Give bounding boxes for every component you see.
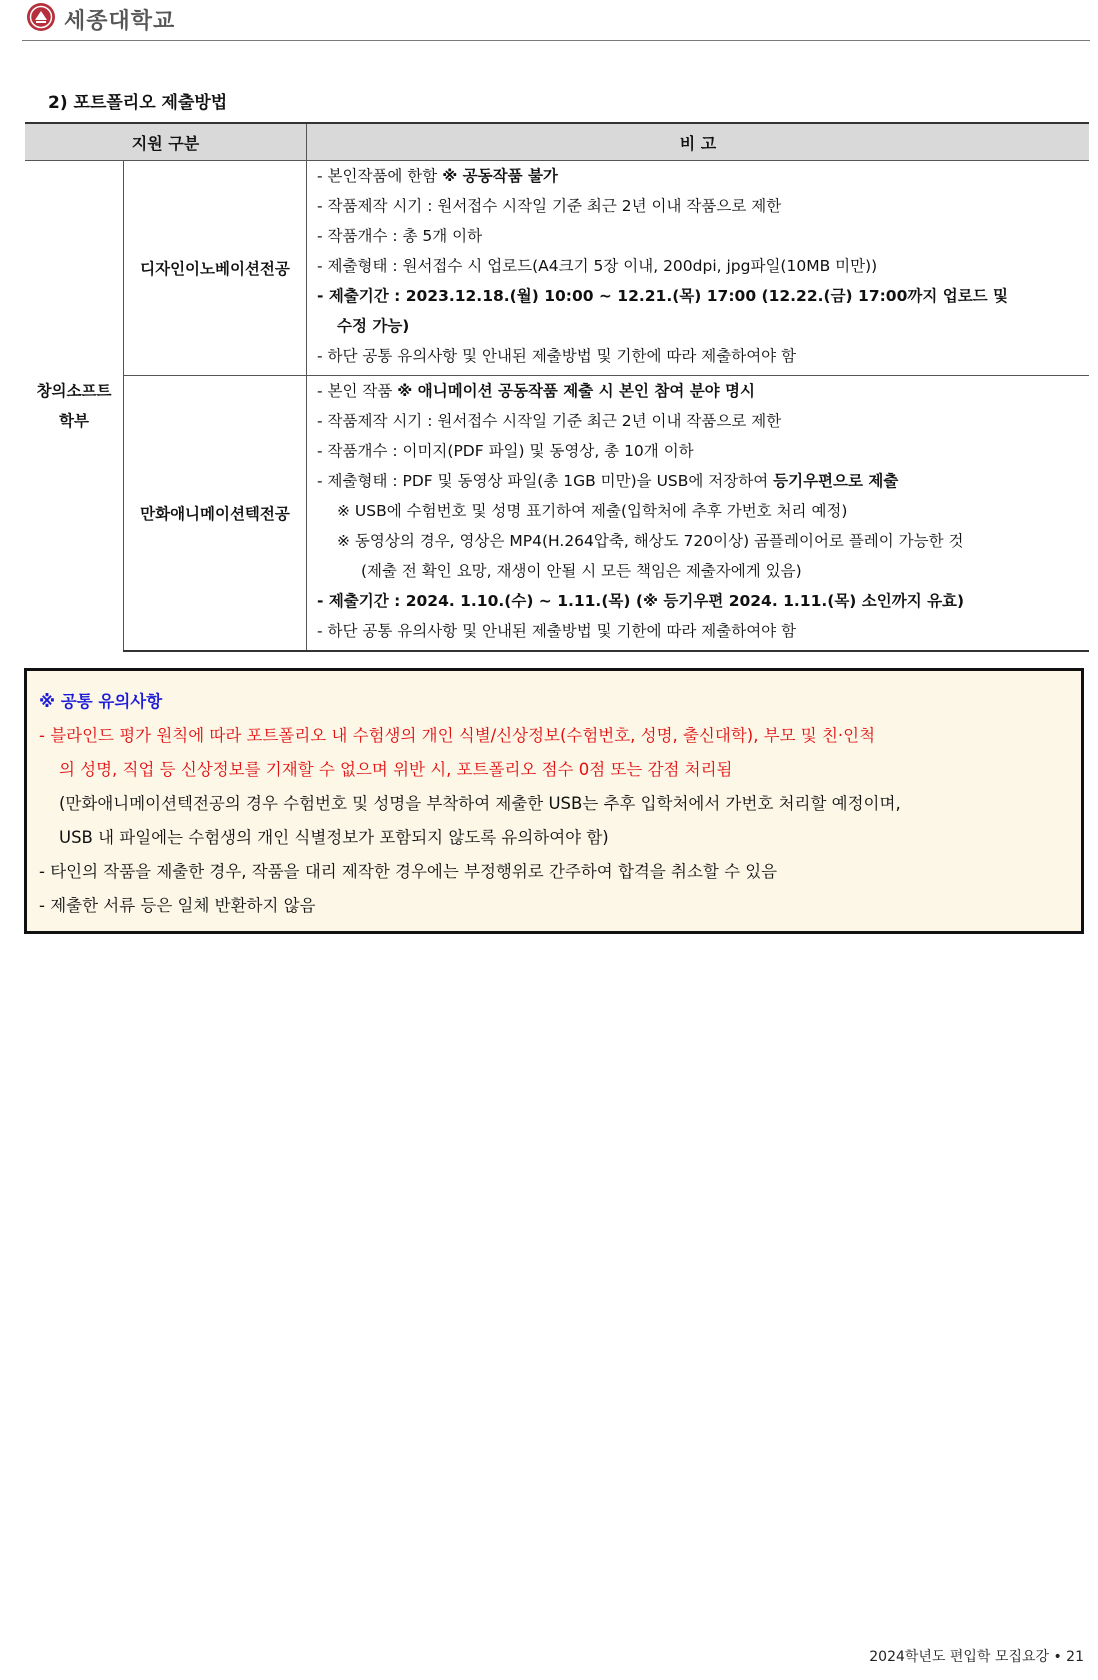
section-title: 2) 포트폴리오 제출방법 <box>48 93 228 113</box>
common-notice-box <box>24 668 1084 934</box>
notice-line: (만화애니메이션텍전공의 경우 수험번호 및 성명을 부착하여 제출한 USB는 추후 입학처에서 가번호 처리할 예정이며, <box>59 794 901 813</box>
animation-remarks: - 본인 작품 ※ 애니메이션 공동작품 제출 시 본인 참여 분야 명시 - 작품제작 시기 : 원서접수 시작일 기준 최근 2년 이내 작품으로 제한 - 작품개수 : 이미지(PDF 파일) 및 동영상, 총 10개 이하 - 제출형태 : PDF 및 동영상 파일(총 1GB 미만)을 USB에 저장하여 등기우편으로 제출 ※ USB에 수험번호 및 성명 표기하여 제출(입학처에 추후 가번호 처리 예정) ※ 동영상의 경우, 영상은 MP4(H.264압축, 해상도 720이상) 곰플레이어로 플레이 가능한 것 (제출 전 확인 요망, 재생이 안될 시 모든 책임은 제출자에게 있음) - 제출기간 : 2024. 1.10.(수) ~ 1.11.(목) (※ 등기우편 2024. 1.11.(목) 소인까지 유효) - 하단 공통 유의사항 및 안내된 제출방법 및 기한에 따라 제출하여야 함 <box>307 376 1090 652</box>
notice-line: - 제출한 서류 등은 일체 반환하지 않음 <box>39 896 316 915</box>
major-animation: 만화애니메이션텍전공 <box>124 376 307 652</box>
university-emblem-icon <box>26 2 56 32</box>
page-footer: 2024학년도 편입학 모집요강 • 21 <box>869 1649 1084 1665</box>
notice-line: - 타인의 작품을 제출한 경우, 작품을 대리 제작한 경우에는 부정행위로 간주하여 합격을 취소할 수 있음 <box>39 862 778 881</box>
major-design: 디자인이노베이션전공 <box>124 161 307 376</box>
col-header-remarks: 비 고 <box>307 123 1090 161</box>
portfolio-table <box>25 122 1089 652</box>
notice-warning-line: 의 성명, 직업 등 신상정보를 기재할 수 없으며 위반 시, 포트폴리오 점수 0점 또는 감점 처리됨 <box>59 760 733 779</box>
department-cell: 창의소프트 학부 <box>25 161 124 652</box>
university-name: 세종대학교 <box>64 9 176 34</box>
notice-line: USB 내 파일에는 수험생의 개인 식별정보가 포함되지 않도록 유의하여야 함) <box>59 828 609 847</box>
notice-title: ※ 공통 유의사항 <box>39 692 163 711</box>
page-header <box>22 0 1090 41</box>
notice-warning-line: - 블라인드 평가 원칙에 따라 포트폴리오 내 수험생의 개인 식별/신상정보(수험번호, 성명, 출신대학), 부모 및 친·인척 <box>39 726 876 745</box>
design-remarks: - 본인작품에 한함 ※ 공동작품 불가 - 작품제작 시기 : 원서접수 시작일 기준 최근 2년 이내 작품으로 제한 - 작품개수 : 총 5개 이하 - 제출형태 : 원서접수 시 업로드(A4크기 5장 이내, 200dpi, jpg파일(10MB 미만)) - 제출기간 : 2023.12.18.(월) 10:00 ~ 12.21.(목) 17:00 (12.22.(금) 17:00까지 업로드 및 수정 가능) - 하단 공통 유의사항 및 안내된 제출방법 및 기한에 따라 제출하여야 함 <box>307 161 1090 376</box>
col-header-category: 지원 구분 <box>25 123 307 161</box>
